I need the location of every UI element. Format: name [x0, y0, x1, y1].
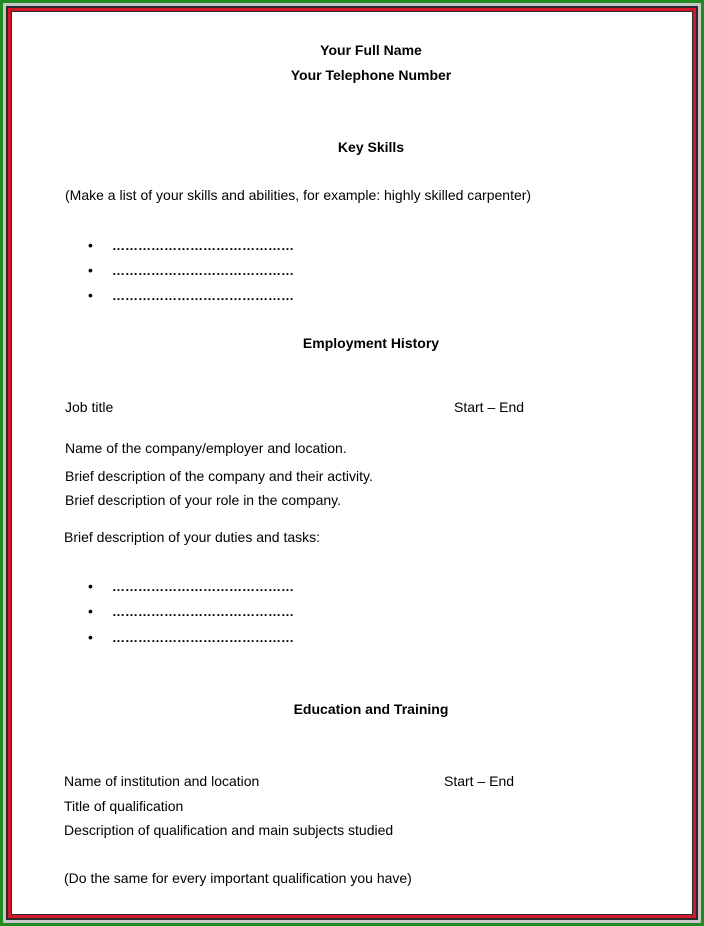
key-skills-heading: Key Skills	[337, 139, 405, 155]
qualification-note: (Do the same for every important qualification you have)	[64, 870, 412, 886]
list-item: ……………………………………	[112, 238, 294, 253]
institution-name: Name of institution and location	[64, 773, 260, 789]
duties-label: Brief description of your duties and tasks:	[64, 529, 321, 545]
bullet-icon: •	[88, 237, 93, 253]
role-description: Brief description of your role in the company.	[65, 492, 341, 508]
bullet-icon: •	[88, 287, 93, 303]
education-heading: Education and Training	[293, 701, 449, 717]
list-item: ……………………………………	[112, 630, 294, 645]
skills-instruction: (Make a list of your skills and abilities, for example: highly skilled carpenter)	[65, 187, 532, 203]
list-item: ……………………………………	[112, 604, 294, 619]
company-description: Brief description of the company and their activity.	[65, 468, 373, 484]
list-item: ……………………………………	[112, 579, 294, 594]
bullet-icon: •	[88, 262, 93, 278]
bullet-icon: •	[88, 578, 93, 594]
education-dates: Start – End	[444, 773, 515, 789]
full-name: Your Full Name	[320, 42, 422, 58]
employment-dates: Start – End	[454, 399, 525, 415]
list-item: ……………………………………	[112, 263, 294, 278]
job-title: Job title	[65, 399, 114, 415]
list-item: ……………………………………	[112, 288, 294, 303]
telephone-number: Your Telephone Number	[290, 67, 452, 83]
employment-history-heading: Employment History	[302, 335, 440, 351]
company-name: Name of the company/employer and location.	[65, 440, 347, 456]
qualification-title: Title of qualification	[64, 798, 184, 814]
bullet-icon: •	[88, 603, 93, 619]
qualification-description: Description of qualification and main subjects studied	[64, 822, 394, 838]
bullet-icon: •	[88, 629, 93, 645]
